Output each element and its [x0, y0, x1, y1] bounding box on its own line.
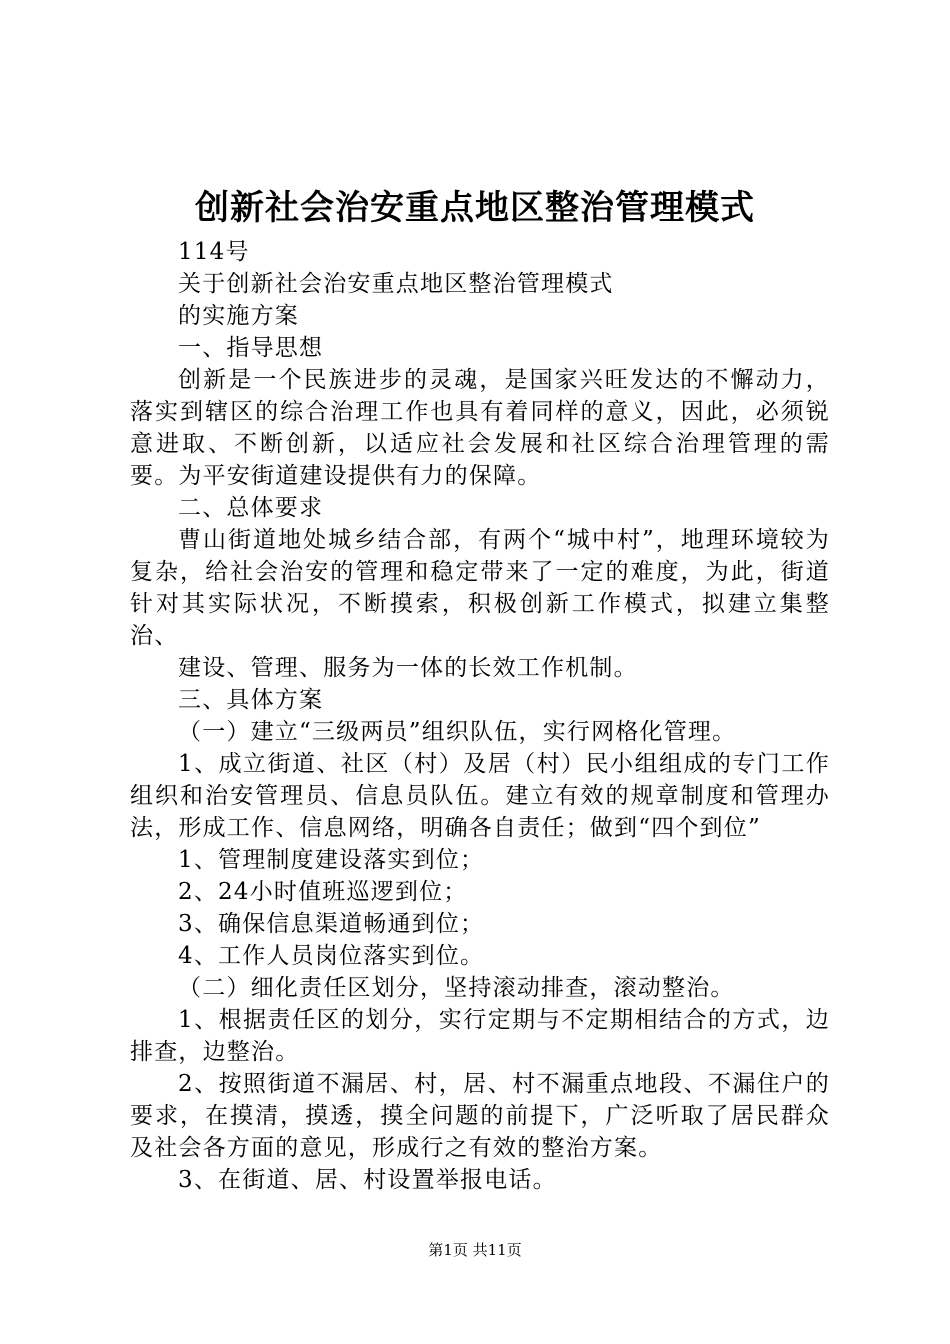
document-body: [130, 236, 830, 1196]
list-item: 3、确保信息渠道畅通到位；: [178, 911, 485, 937]
paragraph: 2、按照街道不漏居、村，居、村不漏重点地段、不漏住户的要求，在摸清，摸透，摸全问题的前提下，广泛听取了居民群众及社会各方面的意见，形成行之有效的整治方案。: [130, 1071, 830, 1161]
subtitle-line-1: 关于创新社会治安重点地区整治管理模式: [178, 271, 614, 297]
section-heading-3: 三、具体方案: [178, 687, 324, 713]
paragraph: 1、根据责任区的划分，实行定期与不定期相结合的方式，边排查，边整治。: [130, 1007, 830, 1065]
paragraph: 1、成立街道、社区（村）及居（村）民小组组成的专门工作组织和治安管理员、信息员队伍。建立有效的规章制度和管理办法，形成工作、信息网络，明确各自责任；做到“四个到位”: [130, 751, 830, 841]
page-number-footer: 第1页 共11页: [428, 1241, 522, 1259]
subsection-heading: （二）细化责任区划分，坚持滚动排查，滚动整治。: [178, 975, 735, 1001]
doc-number: 114号: [178, 239, 250, 265]
list-item: 1、管理制度建设落实到位；: [178, 847, 485, 873]
section-heading-1: 一、指导思想: [178, 335, 324, 361]
paragraph: 创新是一个民族进步的灵魂，是国家兴旺发达的不懈动力，落实到辖区的综合治理工作也具有着同样的意义，因此，必须锐意进取、不断创新，以适应社会发展和社区综合治理管理的需要。为平安街道建设提供有力的保障。: [130, 367, 830, 489]
document-title: 创新社会治安重点地区整治管理模式: [195, 188, 755, 228]
list-item: 2、24小时值班巡逻到位；: [178, 879, 468, 905]
paragraph: 曹山街道地处城乡结合部，有两个“城中村”，地理环境较为复杂，给社会治安的管理和稳定带来了一定的难度，为此，街道针对其实际状况，不断摸索，积极创新工作模式，拟建立集整治、: [130, 527, 830, 649]
subsection-heading: （一）建立“三级两员”组织队伍，实行网格化管理。: [178, 719, 737, 745]
subtitle-line-2: 的实施方案: [178, 303, 299, 329]
section-heading-2: 二、总体要求: [178, 495, 324, 521]
paragraph: 3、在街道、居、村设置举报电话。: [178, 1167, 557, 1193]
list-item: 4、工作人员岗位落实到位。: [178, 943, 485, 969]
paragraph: 建设、管理、服务为一体的长效工作机制。: [178, 655, 638, 681]
